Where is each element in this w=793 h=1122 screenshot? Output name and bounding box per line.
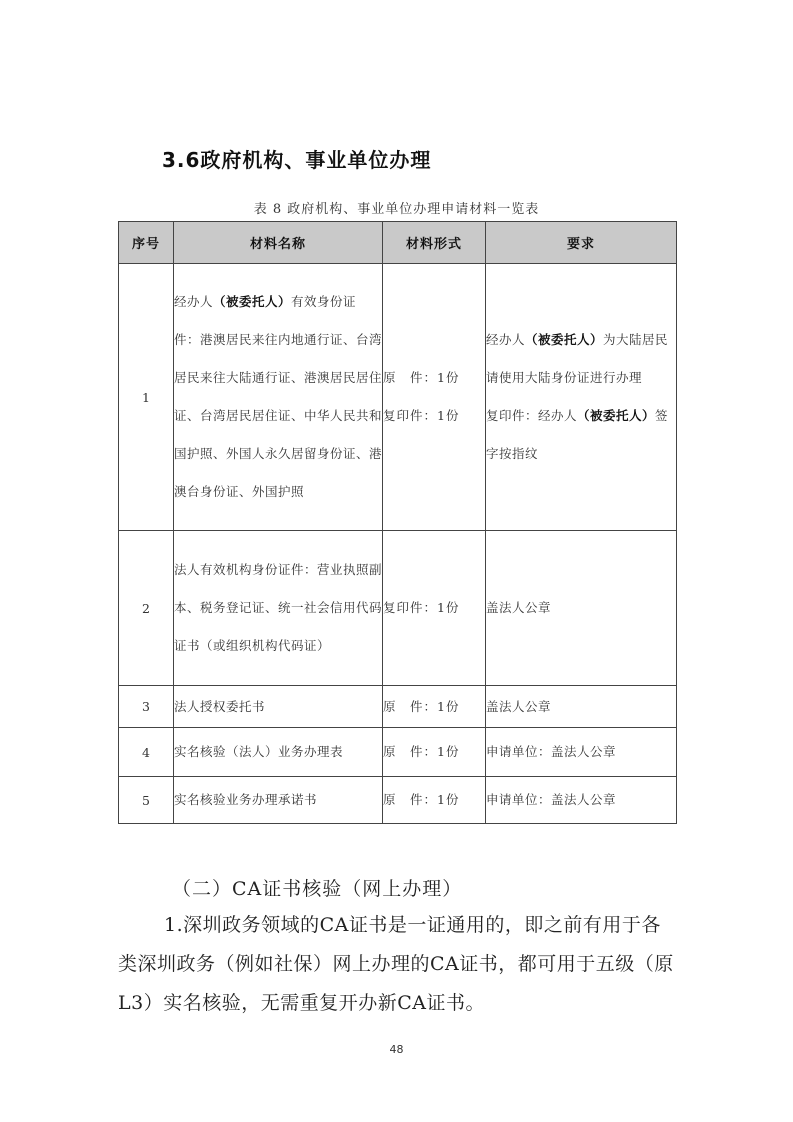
- row-requirement: [486, 264, 677, 531]
- paragraph-line: 类深圳政务（例如社保）网上办理的CA证书，都可用于五级（原: [118, 953, 674, 975]
- table-row: [119, 777, 677, 824]
- table-caption: 表 8 政府机构、事业单位办理申请材料一览表: [253, 202, 540, 217]
- form-line: 原 件：1份: [383, 744, 460, 759]
- row-seq: 4: [119, 728, 174, 777]
- row-material-form: [383, 777, 486, 824]
- subheading: （二）CA证书核验（网上办理）: [172, 878, 463, 900]
- section-title: 3.6政府机构、事业单位办理: [162, 148, 432, 172]
- row-material-name: 法人授权委托书: [174, 686, 383, 728]
- row-material-name: 法人有效机构身份证件：营业执照副本、税务登记证、统一社会信用代码证书（或组织机构代码证）: [174, 531, 383, 686]
- row-material-name: 实名核验（法人）业务办理表: [174, 728, 383, 777]
- form-line: 原 件：1份: [383, 698, 460, 714]
- row-material-name: 实名核验业务办理承诺书: [174, 777, 383, 824]
- row-requirement: 申请单位：盖法人公章: [486, 728, 677, 777]
- row-seq: 2: [119, 531, 174, 686]
- page-number: 48: [389, 1043, 404, 1056]
- row-material-form: [383, 531, 486, 686]
- row-material-name: [174, 264, 383, 531]
- form-line: 原 件：1份: [383, 792, 460, 807]
- req-suffix: 为大陆居民请使用大陆身份证进行办理: [486, 332, 669, 385]
- name-bold-text: （被委托人）: [213, 294, 292, 309]
- row-material-form: [383, 264, 486, 531]
- table-row: [119, 531, 677, 686]
- row-requirement: 盖法人公章: [486, 531, 677, 686]
- body-paragraph: [118, 906, 718, 1023]
- table-row: [119, 264, 677, 531]
- row-seq: 1: [119, 264, 174, 531]
- row-seq: 3: [119, 686, 174, 728]
- row-requirement: 盖法人公章: [486, 686, 677, 728]
- header-seq: 序号: [119, 222, 174, 264]
- table-row: [119, 728, 677, 777]
- form-line: 复印件：1份: [383, 600, 460, 615]
- name-suffix: 有效身份证件：港澳居民来往内地通行证、台湾居民来往大陆通行证、港澳居民居住证、台湾居民居住证、中华人民共和国护照、外国人永久居留身份证、港澳台身份证、外国护照: [174, 294, 383, 499]
- requirement-line: [486, 321, 676, 397]
- req-prefix: 复印件：经办人: [486, 408, 578, 423]
- req-suffix: 签字按指纹: [486, 408, 669, 461]
- table-header-row: [119, 222, 677, 264]
- paragraph-line: 1.深圳政务领域的CA证书是一证通用的，即之前有用于各: [164, 914, 661, 936]
- table-row: [119, 686, 677, 728]
- req-bold-text: （被委托人）: [525, 332, 604, 347]
- row-seq: 5: [119, 777, 174, 824]
- req-bold-text: （被委托人）: [577, 408, 656, 423]
- req-prefix: 经办人: [486, 332, 526, 347]
- row-material-form: [383, 686, 486, 728]
- form-line: 复印件：1份: [383, 408, 460, 423]
- materials-table: [118, 221, 677, 824]
- name-prefix: 经办人: [174, 294, 214, 309]
- paragraph-line: L3）实名核验，无需重复开办新CA证书。: [118, 992, 485, 1014]
- form-line: 原 件：1份: [383, 370, 460, 385]
- requirement-line: [486, 397, 676, 473]
- header-requirement: 要求: [486, 222, 677, 264]
- row-requirement: 申请单位：盖法人公章: [486, 777, 677, 824]
- row-material-form: [383, 728, 486, 777]
- header-material-form: 材料形式: [383, 222, 486, 264]
- header-material-name: 材料名称: [174, 222, 383, 264]
